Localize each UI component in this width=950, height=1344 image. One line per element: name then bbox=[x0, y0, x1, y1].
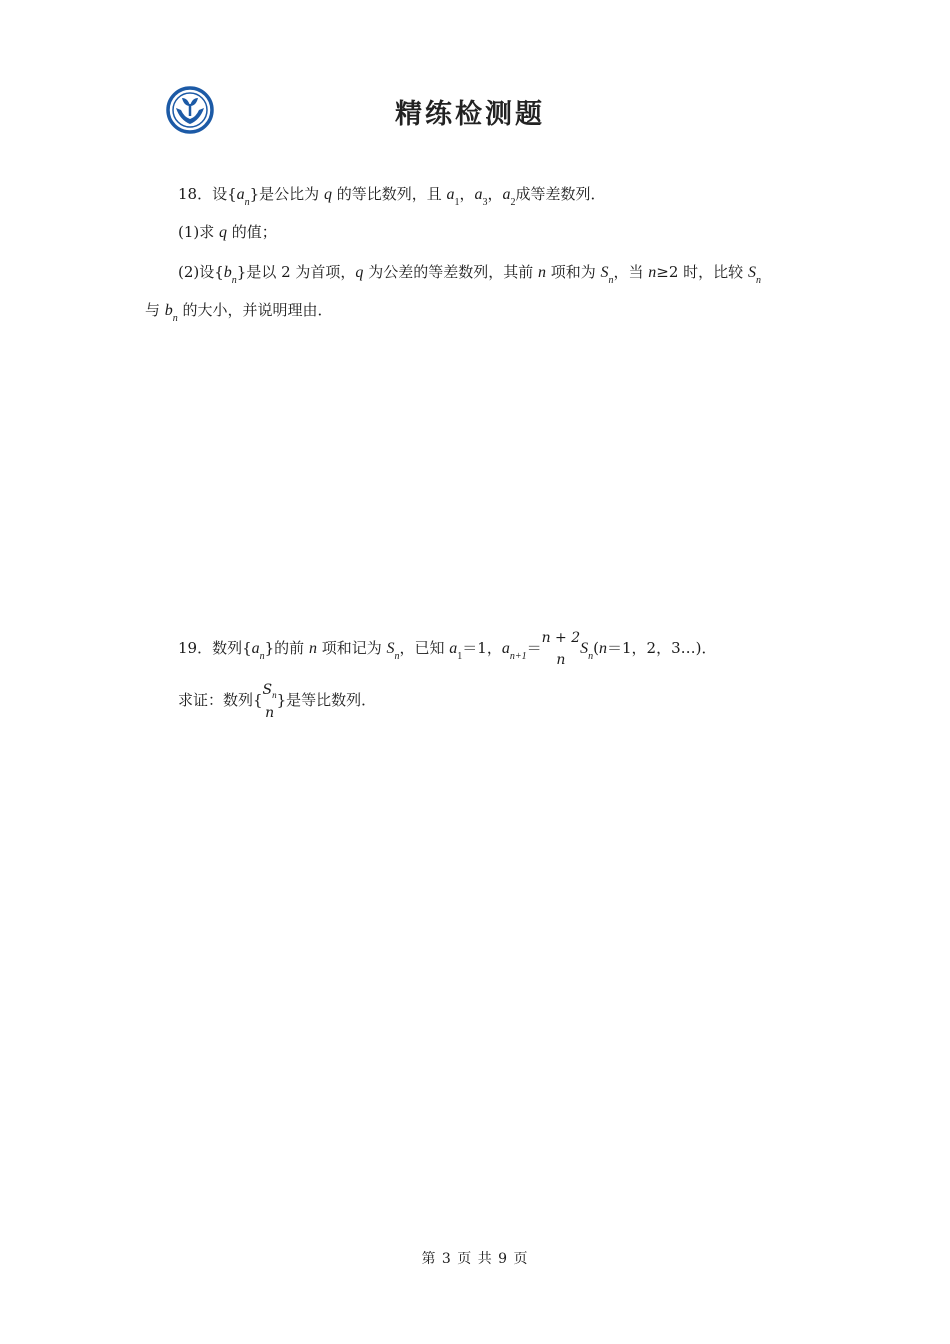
subscript: n bbox=[259, 651, 265, 662]
text: ，已知 bbox=[399, 639, 450, 657]
subscript: 1 bbox=[454, 197, 460, 208]
var: S bbox=[747, 264, 756, 281]
var: n bbox=[599, 640, 608, 657]
text: 求证：数列{ bbox=[178, 691, 263, 709]
var: b bbox=[223, 264, 232, 281]
text: 的等比数列，且 bbox=[331, 185, 447, 203]
q19-line-1 bbox=[178, 626, 717, 673]
text: }是等比数列． bbox=[276, 691, 377, 709]
q18-part2-line2 bbox=[145, 300, 333, 323]
var: S bbox=[600, 264, 609, 281]
var: q bbox=[323, 186, 332, 203]
subscript: n bbox=[755, 275, 761, 286]
var: a bbox=[501, 640, 510, 657]
page-footer: 第 3 页 共 9 页 bbox=[421, 1251, 529, 1267]
text: ＝1，2，3…)． bbox=[607, 639, 717, 657]
subscript: n bbox=[272, 689, 277, 700]
text: 的大小，并说明理由． bbox=[177, 301, 333, 319]
text: }的前 bbox=[264, 639, 309, 657]
var: a bbox=[236, 186, 245, 203]
text: ， bbox=[459, 185, 475, 203]
text: ＝1， bbox=[462, 639, 502, 657]
text: }是以 2 为首项， bbox=[236, 263, 356, 281]
page-title: 精练检测题 bbox=[395, 99, 545, 130]
text: ( bbox=[593, 639, 600, 657]
subscript: 1 bbox=[457, 651, 463, 662]
subscript: 2 bbox=[510, 197, 516, 208]
var: q bbox=[219, 224, 228, 241]
text: 的值； bbox=[227, 223, 277, 241]
text: 项和为 bbox=[545, 263, 601, 281]
subscript: n bbox=[172, 313, 178, 324]
fraction bbox=[263, 679, 277, 724]
var: q bbox=[355, 264, 364, 281]
q19-number: 19． bbox=[178, 639, 213, 657]
var: b bbox=[164, 302, 173, 319]
text: 与 bbox=[145, 301, 165, 319]
var: a bbox=[446, 186, 455, 203]
subscript: n bbox=[394, 651, 400, 662]
text: 数列{ bbox=[212, 639, 252, 657]
subscript: n bbox=[231, 275, 237, 286]
var: S bbox=[386, 640, 395, 657]
text: ， bbox=[487, 185, 503, 203]
q18-line-1 bbox=[178, 184, 606, 207]
text: ，当 bbox=[613, 263, 649, 281]
var: a bbox=[449, 640, 458, 657]
q18-part2-line1 bbox=[178, 262, 761, 285]
var: a bbox=[474, 186, 483, 203]
var: a bbox=[251, 640, 260, 657]
subscript: n bbox=[588, 651, 594, 662]
q19-line-2 bbox=[178, 678, 376, 724]
text: (2)设{ bbox=[178, 263, 224, 281]
subscript: n bbox=[608, 275, 614, 286]
text: 成等差数列． bbox=[515, 185, 606, 203]
text: 项和记为 bbox=[316, 639, 387, 657]
var: n bbox=[308, 640, 317, 657]
subscript: n bbox=[244, 197, 250, 208]
var: n bbox=[537, 264, 546, 281]
fraction-denominator: n bbox=[265, 704, 275, 721]
var: n bbox=[648, 264, 657, 281]
var: a bbox=[502, 186, 511, 203]
text: ＝ bbox=[526, 639, 542, 657]
fraction-numerator: n + 2 bbox=[541, 630, 581, 646]
q18-number: 18． bbox=[178, 185, 213, 203]
var: S bbox=[580, 640, 589, 657]
fraction-numerator bbox=[263, 679, 277, 702]
fraction bbox=[542, 627, 581, 671]
subscript: 3 bbox=[482, 197, 488, 208]
logo-icon bbox=[166, 86, 214, 134]
text: (1)求 bbox=[178, 223, 220, 241]
text: 设{ bbox=[212, 185, 237, 203]
subscript: n+1 bbox=[509, 651, 527, 662]
text: ≥2 时，比较 bbox=[656, 263, 748, 281]
q18-part1 bbox=[178, 222, 277, 243]
text: }是公比为 bbox=[249, 185, 324, 203]
var: S bbox=[262, 681, 273, 698]
text: 为公差的等差数列，其前 bbox=[363, 263, 538, 281]
fraction-denominator: n bbox=[556, 652, 566, 668]
